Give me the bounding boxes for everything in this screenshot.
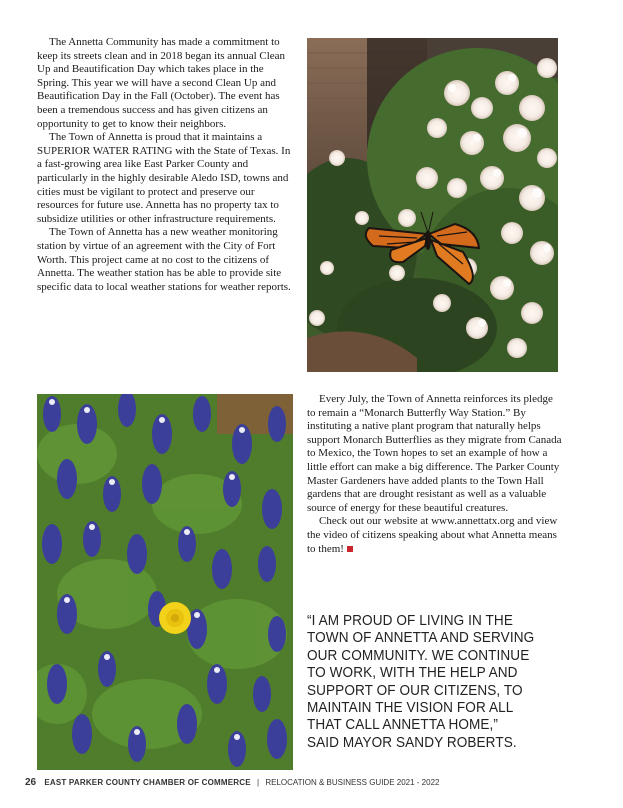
right-article-column [307,393,562,556]
website-text: Check out our website at www.annettatx.org and view the video of citizens speaking about what Annetta means to them! [307,515,558,555]
paragraph-monarch-way-station: Every July, the Town of Annetta reinforces its pledge to remain a “Monarch Butterfly Way Station.” By instituting a native plant program that naturally helps support Monarch Butterflies as they migrate from Canada to Mexico, the Town hopes to set an example of how a little effort can make a big difference. The Parker County Master Gardeners have added plants to the Town Hall gardens that are drought resistant as well as a valuable source of energy for these beautiful creatures. [307,393,562,514]
bluebonnet-illustration [37,394,293,770]
yellow-flower-icon [159,602,191,634]
paragraph-weather-station: The Town of Annetta has a new weather monitoring station by virtue of an agreement with the City of Fort Worth. This project came at no cost to the citizens of Annetta. The weather station has be able to provide site specific data to local weather stations for weather reports. [37,226,291,293]
mayor-pull-quote: “I AM PROUD OF LIVING IN THE TOWN OF ANNETTA AND SERVING OUR COMMUNITY. WE CONTINUE TO WORK, WITH THE HELP AND SUPPORT OF OUR CITIZENS, TO MAINTAIN THE VISION FOR ALL THAT CALL ANNETTA HOME,” SAID MAYOR SANDY ROBERTS. [307,613,535,751]
bluebonnet-field-photo [37,394,293,770]
paragraph-water-rating: The Town of Annetta is proud that it maintains a SUPERIOR WATER RATING with the State of Texas. In a fast-growing area like East Parker County and particularly in the highly desirable Aledo ISD, towns and cities must be vigilant to protect and preserve our resources for future use. Annetta has no property tax to subsidize utilities or other infrastructure requirements. [37,131,291,225]
footer-separator: | [257,778,260,787]
footer-publication: RELOCATION & BUSINESS GUIDE 2021 - 2022 [265,778,440,787]
page-footer [25,777,605,791]
end-mark-icon [347,546,353,552]
footer-organization: EAST PARKER COUNTY CHAMBER OF COMMERCE [44,778,251,787]
paragraph-website [307,515,562,556]
monarch-butterfly-illustration [307,38,558,372]
page-number: 26 [25,777,37,788]
monarch-butterfly-photo [307,38,558,372]
paragraph-clean-up-day: The Annetta Community has made a commitment to keep its streets clean and in 2018 began its annual Clean Up and Beautification Day which takes place in the Spring. This year we will have a second Clean Up and Beautification Day in the Fall (October). The event has been a tremendous success and has given citizens an opportunity to get to know their neighbors. [37,36,286,130]
left-article-column [37,36,295,294]
